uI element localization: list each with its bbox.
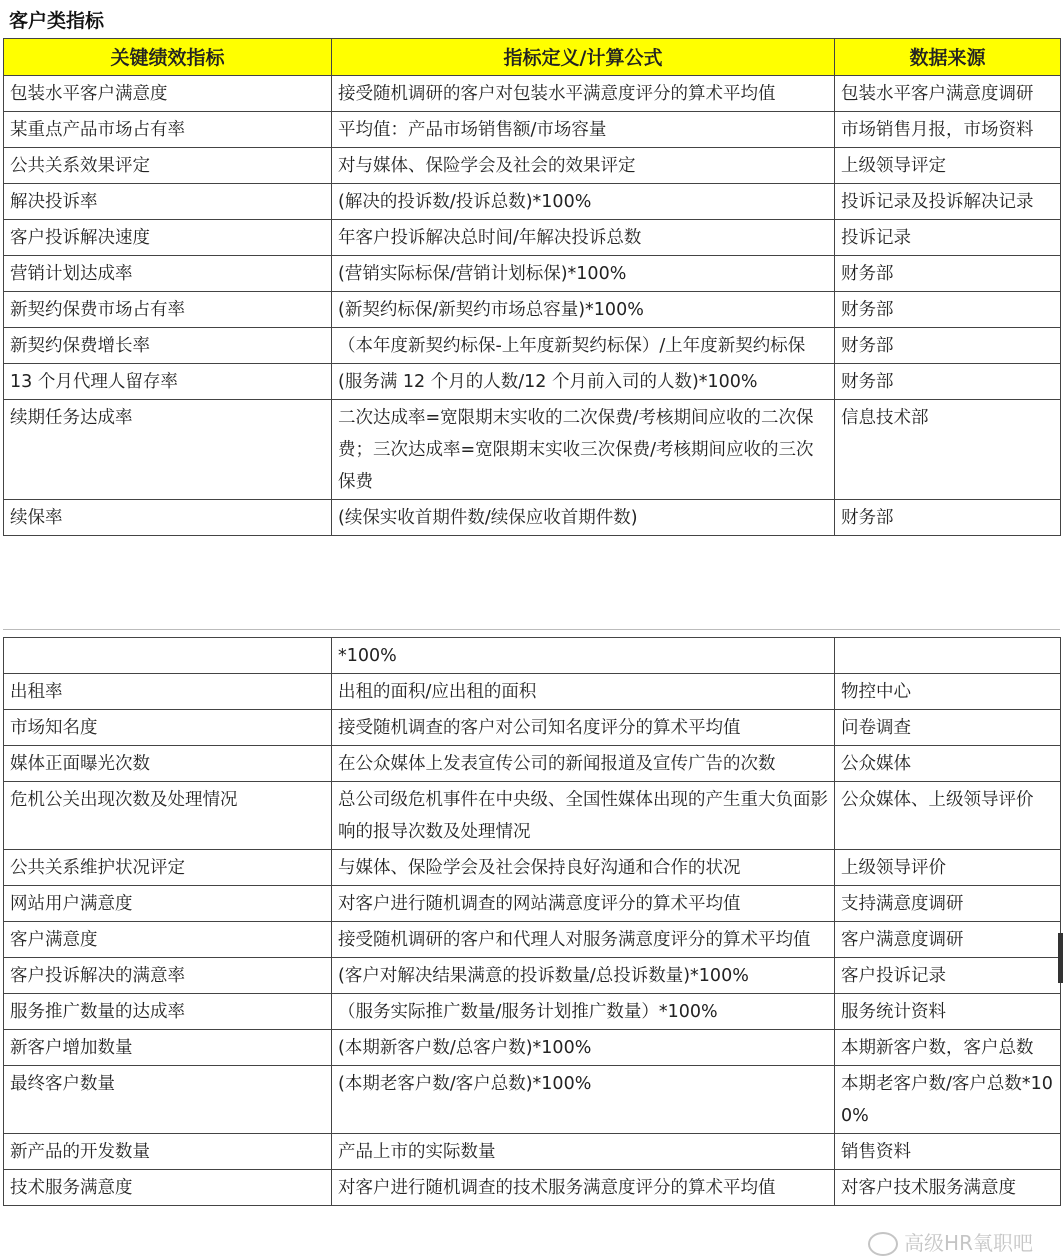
kpi-name-cell: 公共关系维护状况评定 (4, 850, 332, 886)
header-definition: 指标定义/计算公式 (332, 39, 835, 76)
page-title: 客户类指标 (9, 10, 105, 32)
definition-cell: (新契约标保/新契约市场总容量)*100% (332, 292, 835, 328)
table-row (4, 850, 1061, 886)
source-cell: 上级领导评价 (835, 850, 1061, 886)
kpi-name-cell: 新产品的开发数量 (4, 1134, 332, 1170)
definition-cell: （服务实际推广数量/服务计划推广数量）*100% (332, 994, 835, 1030)
definition-cell: (续保实收首期件数/续保应收首期件数) (332, 500, 835, 536)
kpi-name-cell: 出租率 (4, 674, 332, 710)
definition-cell: 接受随机调研的客户和代理人对服务满意度评分的算术平均值 (332, 922, 835, 958)
wechat-icon (868, 1232, 898, 1256)
source-cell: 对客户技术服务满意度 (835, 1170, 1061, 1206)
kpi-name-cell: 营销计划达成率 (4, 256, 332, 292)
source-cell: 支持满意度调研 (835, 886, 1061, 922)
source-cell: 物控中心 (835, 674, 1061, 710)
kpi-name-cell: 市场知名度 (4, 710, 332, 746)
source-cell: 上级领导评定 (835, 148, 1061, 184)
kpi-name-cell: 网站用户满意度 (4, 886, 332, 922)
definition-cell: 产品上市的实际数量 (332, 1134, 835, 1170)
kpi-table-part-2 (3, 637, 1061, 1206)
definition-cell: 年客户投诉解决总时间/年解决投诉总数 (332, 220, 835, 256)
table-row (4, 710, 1061, 746)
source-cell: 服务统计资料 (835, 994, 1061, 1030)
definition-cell: (服务满 12 个月的人数/12 个月前入司的人数)*100% (332, 364, 835, 400)
definition-cell: (客户对解决结果满意的投诉数量/总投诉数量)*100% (332, 958, 835, 994)
table-row (4, 638, 1061, 674)
kpi-name-cell: 公共关系效果评定 (4, 148, 332, 184)
definition-cell: （本年度新契约标保-上年度新契约标保）/上年度新契约标保 (332, 328, 835, 364)
kpi-name-cell: 媒体正面曝光次数 (4, 746, 332, 782)
definition-cell: (解决的投诉数/投诉总数)*100% (332, 184, 835, 220)
table-row (4, 1170, 1061, 1206)
definition-cell: 接受随机调研的客户对包装水平满意度评分的算术平均值 (332, 76, 835, 112)
table-row (4, 994, 1061, 1030)
kpi-name-cell: 续保率 (4, 500, 332, 536)
table-row (4, 148, 1061, 184)
definition-cell: 对客户进行随机调查的技术服务满意度评分的算术平均值 (332, 1170, 835, 1206)
kpi-name-cell: 13 个月代理人留存率 (4, 364, 332, 400)
source-cell: 投诉记录及投诉解决记录 (835, 184, 1061, 220)
definition-cell: 二次达成率=宽限期末实收的二次保费/考核期间应收的二次保费；三次达成率=宽限期末实收三次保费/考核期间应收的三次保费 (332, 400, 835, 500)
table-row (4, 184, 1061, 220)
definition-cell: 平均值：产品市场销售额/市场容量 (332, 112, 835, 148)
table-row (4, 76, 1061, 112)
table-row (4, 1134, 1061, 1170)
kpi-name-cell: 客户投诉解决的满意率 (4, 958, 332, 994)
source-cell: 公众媒体 (835, 746, 1061, 782)
source-cell: 客户投诉记录 (835, 958, 1061, 994)
definition-cell: 接受随机调查的客户对公司知名度评分的算术平均值 (332, 710, 835, 746)
kpi-name-cell: 危机公关出现次数及处理情况 (4, 782, 332, 850)
source-cell: 财务部 (835, 328, 1061, 364)
watermark-text: 高级HR氧职吧 (904, 1230, 1033, 1255)
source-cell: 财务部 (835, 256, 1061, 292)
kpi-name-cell: 客户满意度 (4, 922, 332, 958)
kpi-name-cell: 包装水平客户满意度 (4, 76, 332, 112)
table-row (4, 1066, 1061, 1134)
kpi-name-cell: 客户投诉解决速度 (4, 220, 332, 256)
source-cell: 市场销售月报，市场资料 (835, 112, 1061, 148)
kpi-table-part-1 (3, 38, 1061, 536)
table-row (4, 746, 1061, 782)
table-row (4, 886, 1061, 922)
source-cell: 销售资料 (835, 1134, 1061, 1170)
table-row (4, 782, 1061, 850)
source-cell: 财务部 (835, 292, 1061, 328)
table-row (4, 364, 1061, 400)
definition-cell: (本期新客户数/总客户数)*100% (332, 1030, 835, 1066)
source-cell: 问卷调查 (835, 710, 1061, 746)
definition-cell: 对与媒体、保险学会及社会的效果评定 (332, 148, 835, 184)
table-row (4, 1030, 1061, 1066)
watermark (868, 1227, 1033, 1257)
kpi-name-cell: 续期任务达成率 (4, 400, 332, 500)
kpi-name-cell: 最终客户数量 (4, 1066, 332, 1134)
definition-cell: 总公司级危机事件在中央级、全国性媒体出现的产生重大负面影响的报导次数及处理情况 (332, 782, 835, 850)
definition-cell: (营销实际标保/营销计划标保)*100% (332, 256, 835, 292)
table-row (4, 112, 1061, 148)
source-cell: 投诉记录 (835, 220, 1061, 256)
table-row (4, 292, 1061, 328)
source-cell: 财务部 (835, 364, 1061, 400)
scrollbar-thumb[interactable] (1058, 933, 1063, 983)
definition-cell: 对客户进行随机调查的网站满意度评分的算术平均值 (332, 886, 835, 922)
table-row (4, 220, 1061, 256)
definition-cell: 与媒体、保险学会及社会保持良好沟通和合作的状况 (332, 850, 835, 886)
table-header-row (4, 39, 1061, 76)
header-source: 数据来源 (835, 39, 1061, 76)
definition-cell: 出租的面积/应出租的面积 (332, 674, 835, 710)
definition-cell: (本期老客户数/客户总数)*100% (332, 1066, 835, 1134)
source-cell (835, 638, 1061, 674)
table-row (4, 328, 1061, 364)
table-row (4, 958, 1061, 994)
table-row (4, 674, 1061, 710)
definition-cell: *100% (332, 638, 835, 674)
kpi-name-cell: 解决投诉率 (4, 184, 332, 220)
header-kpi: 关键绩效指标 (4, 39, 332, 76)
table-row (4, 400, 1061, 500)
kpi-name-cell: 某重点产品市场占有率 (4, 112, 332, 148)
page-break (0, 623, 1063, 635)
source-cell: 本期老客户数/客户总数*100% (835, 1066, 1061, 1134)
source-cell: 信息技术部 (835, 400, 1061, 500)
kpi-name-cell: 新契约保费市场占有率 (4, 292, 332, 328)
kpi-name-cell: 技术服务满意度 (4, 1170, 332, 1206)
kpi-name-cell: 新契约保费增长率 (4, 328, 332, 364)
source-cell: 包装水平客户满意度调研 (835, 76, 1061, 112)
table-row (4, 500, 1061, 536)
source-cell: 客户满意度调研 (835, 922, 1061, 958)
table-row (4, 922, 1061, 958)
definition-cell: 在公众媒体上发表宣传公司的新闻报道及宣传广告的次数 (332, 746, 835, 782)
kpi-name-cell: 新客户增加数量 (4, 1030, 332, 1066)
source-cell: 公众媒体、上级领导评价 (835, 782, 1061, 850)
source-cell: 本期新客户数，客户总数 (835, 1030, 1061, 1066)
kpi-name-cell: 服务推广数量的达成率 (4, 994, 332, 1030)
table-row (4, 256, 1061, 292)
source-cell: 财务部 (835, 500, 1061, 536)
kpi-name-cell (4, 638, 332, 674)
